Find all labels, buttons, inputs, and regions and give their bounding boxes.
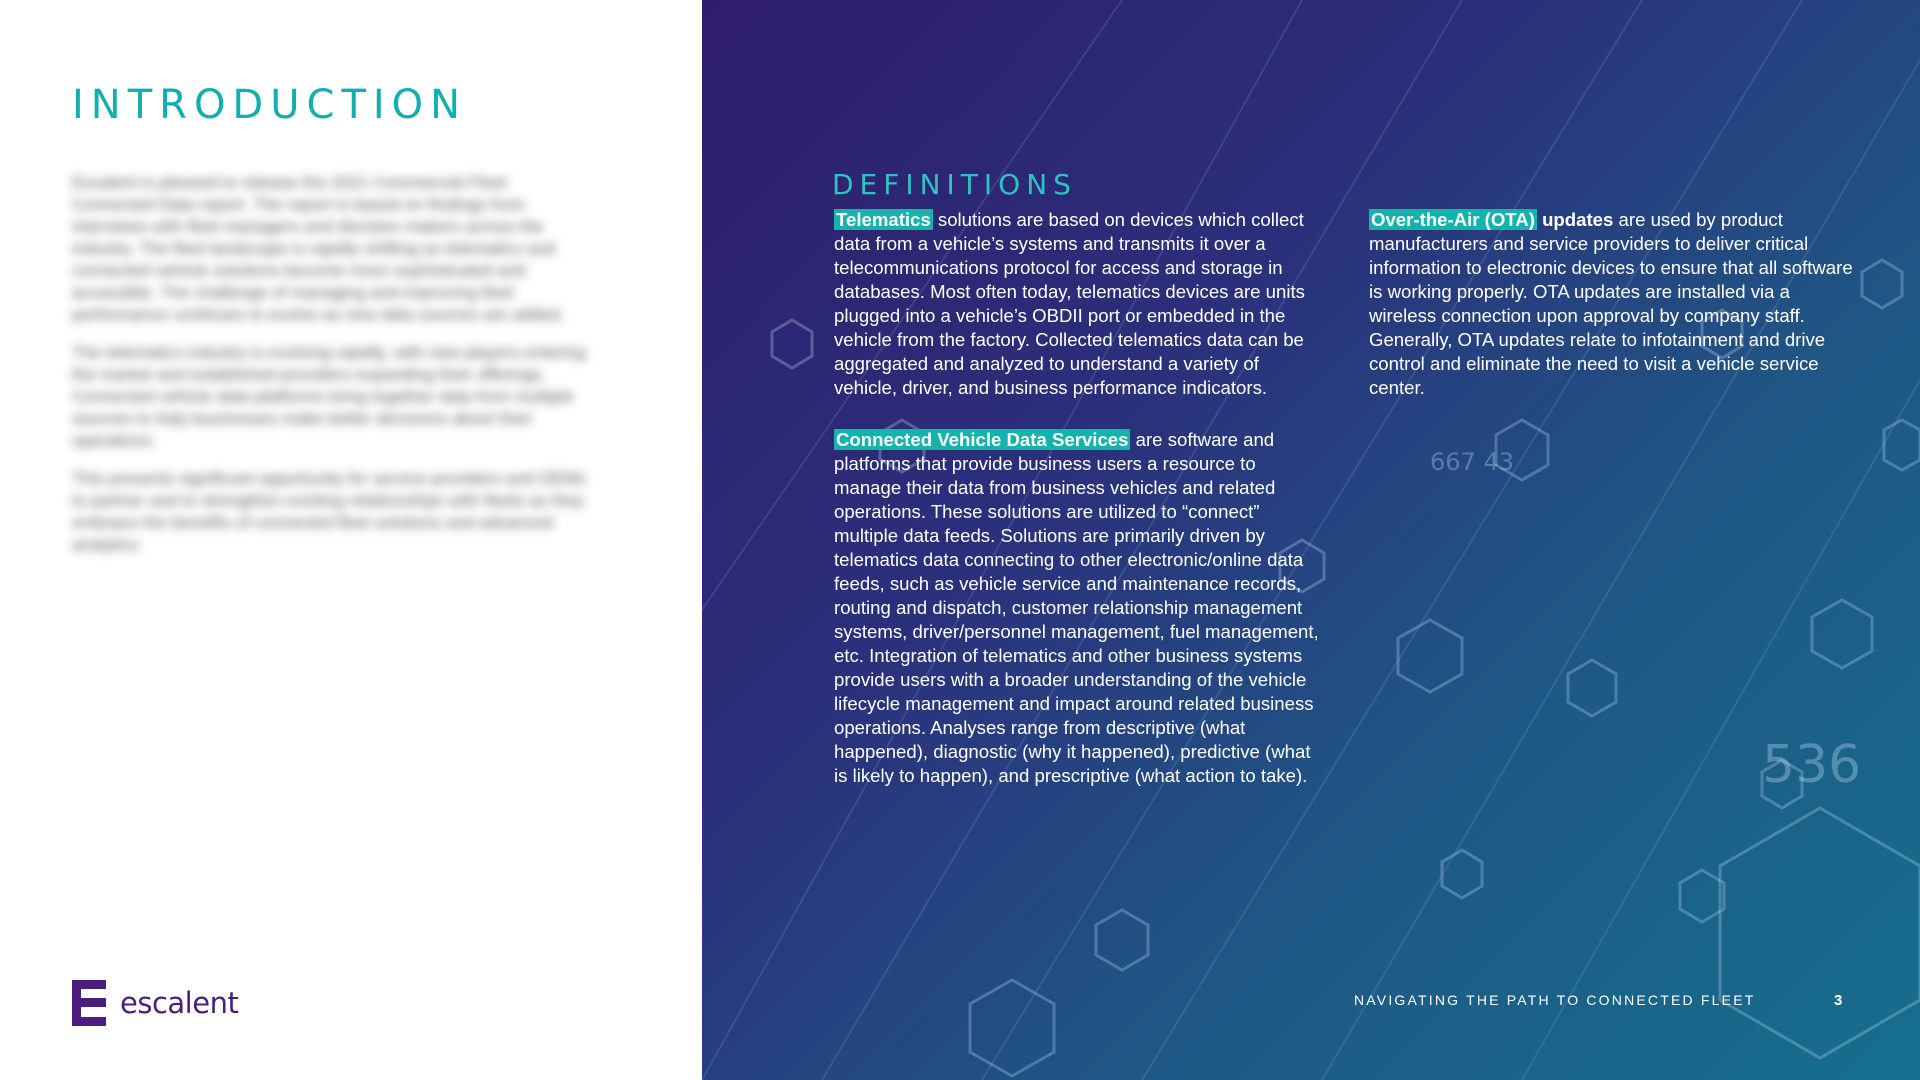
- logo-wordmark: escalent: [120, 986, 239, 1020]
- ota-definition: [1369, 208, 1854, 400]
- telematics-text: solutions are based on devices which collect data from a vehicle’s systems and transmits it over a telecommunications protocol for access and storage in databases. Most often today, telematics devices are units plugged into a vehicle’s OBDII port or embedded in the vehicle from the factory. Collected telematics data can be aggregated and analyzed to understand a variety of vehicle, driver, and business performance indicators.: [834, 209, 1305, 398]
- intro-paragraph: Escalent is pleased to release the 2021 Commercial Fleet Connected Data report. The report is based on findings from interviews with fleet managers and decision makers across the industry. The fleet landscape is rapidly shifting as telematics and connected vehicle solutions become more sophisticated and accessible. The challenge of managing and improving fleet performance continues to evolve as new data sources are added.: [72, 173, 565, 324]
- escalent-logo: [72, 980, 238, 1026]
- bg-number: 667 43: [1430, 448, 1514, 476]
- telematics-definition: [834, 208, 1319, 400]
- bg-number: 536: [1762, 735, 1862, 795]
- escalent-logo-icon: [72, 980, 106, 1026]
- left-panel: [0, 0, 702, 1080]
- definitions-title: DEFINITIONS: [832, 168, 1077, 201]
- definitions-column-right: [1369, 208, 1854, 428]
- cvds-text: are software and platforms that provide business users a resource to manage their data from business vehicles and related operations. These solutions are utilized to “connect” multiple data feeds. Solutions are primarily driven by telematics data connecting to other electronic/online data feeds, such as vehicle service and maintenance records, routing and dispatch, customer relationship management systems, driver/personnel management, fuel management, etc. Integration of telematics and other business systems provide users with a broader understanding of the vehicle lifecycle management and impact around related business operations. Analyses range from descriptive (what happened), diagnostic (why it happened), predictive (what is likely to happen), and prescriptive (what action to take).: [834, 429, 1319, 786]
- intro-paragraph: This presents significant opportunity for service providers and OEMs to partner and to strengthen existing relationships with fleets as they embrace the benefits of connected fleet solutions and advanced analytics.: [72, 469, 587, 554]
- ota-term: Over-the-Air (OTA): [1371, 209, 1535, 230]
- intro-paragraph: The telematics industry is evolving rapidly, with new players entering the market and established providers expanding their offerings. Connected vehicle data platforms bring together data from multiple sources to help businesses make better decisions about their operations.: [72, 343, 586, 450]
- definitions-column-left: [834, 208, 1319, 816]
- page-title: INTRODUCTION: [72, 82, 468, 128]
- ota-term-bold: updates: [1536, 209, 1614, 230]
- footer-title: NAVIGATING THE PATH TO CONNECTED FLEET: [1354, 992, 1756, 1008]
- right-panel: [702, 0, 1920, 1080]
- cvds-definition: [834, 428, 1319, 788]
- ota-text: are used by product manufacturers and service providers to deliver critical information to electronic devices to ensure that all software is working properly. OTA updates are installed via a wireless connection upon approval by company staff. Generally, OTA updates relate to infotainment and drive control and eliminate the need to visit a vehicle service center.: [1369, 209, 1853, 398]
- telematics-term: Telematics: [836, 209, 931, 230]
- page-number: 3: [1834, 992, 1843, 1009]
- blurred-intro-text: [72, 172, 592, 572]
- cvds-term: Connected Vehicle Data Services: [836, 429, 1129, 450]
